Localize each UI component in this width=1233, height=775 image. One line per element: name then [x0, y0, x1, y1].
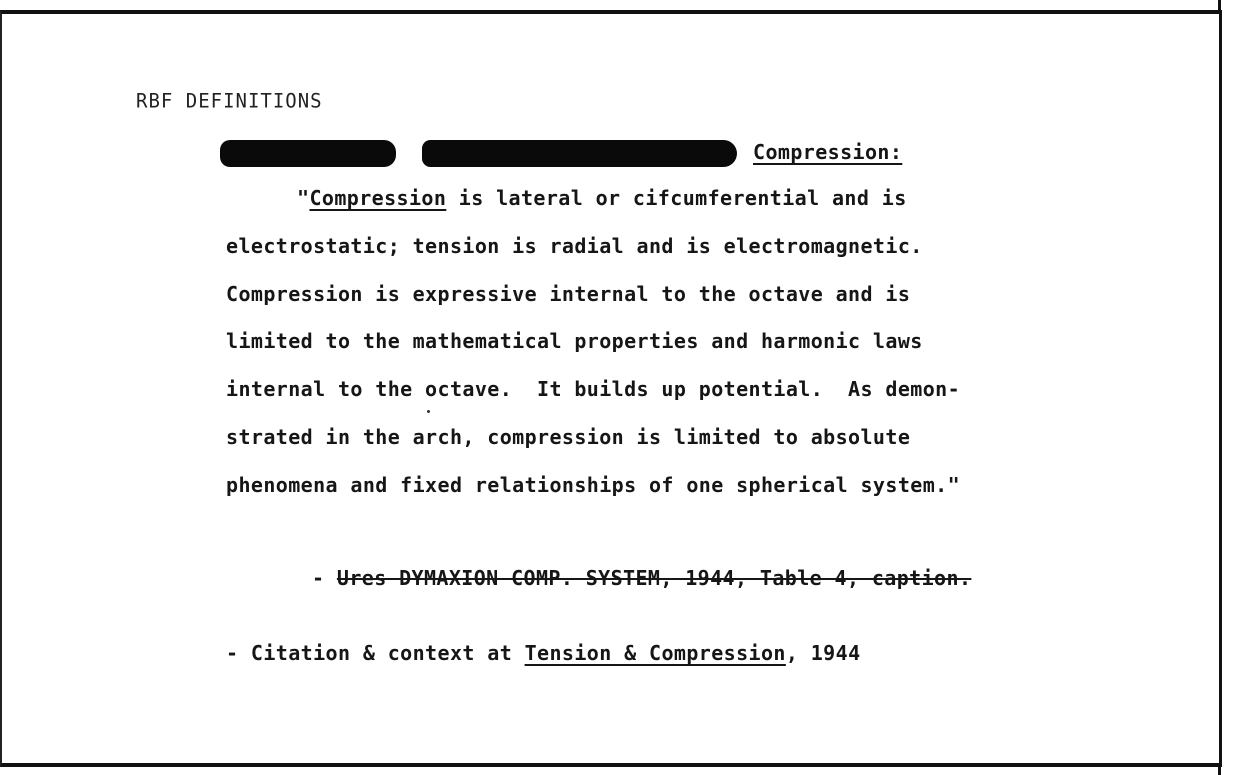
term-label: Compression: [753, 140, 903, 164]
border-tick-bottom [1218, 765, 1221, 775]
quote-line-3: Compression is expressive internal to the octave and is [226, 282, 911, 306]
redaction-block-1 [220, 140, 396, 167]
struck-source-text: Ures DYMAXION COMP. SYSTEM, 1944, Table 4, caption. [336, 566, 972, 590]
border-tick-top [1218, 0, 1221, 12]
stray-dot [427, 410, 430, 413]
struck-source-dash: - [312, 566, 337, 590]
quote-line-5: internal to the octave. It builds up potential. As demon- [226, 377, 961, 401]
quote-line-1-text: is lateral or cifcumferential and is [446, 186, 907, 210]
quote-open-mark: " [297, 186, 310, 210]
quote-line-7: phenomena and fixed relationships of one spherical system." [226, 473, 961, 497]
redaction-block-2 [422, 140, 737, 167]
struck-source-line [312, 566, 971, 590]
citation-suffix: , 1944 [785, 641, 861, 665]
quote-line-6: strated in the arch, compression is limited to absolute [226, 425, 911, 449]
citation-prefix: - Citation & context at [226, 641, 525, 665]
citation-line [226, 641, 861, 665]
quote-term-link[interactable]: Compression [309, 186, 447, 210]
quote-line-4: limited to the mathematical properties and harmonic laws [226, 329, 923, 353]
citation-link[interactable]: Tension & Compression [524, 641, 786, 665]
quote-line-1 [297, 186, 907, 210]
quote-line-2: electrostatic; tension is radial and is electromagnetic. [226, 234, 923, 258]
document-header: RBF DEFINITIONS [136, 89, 323, 113]
